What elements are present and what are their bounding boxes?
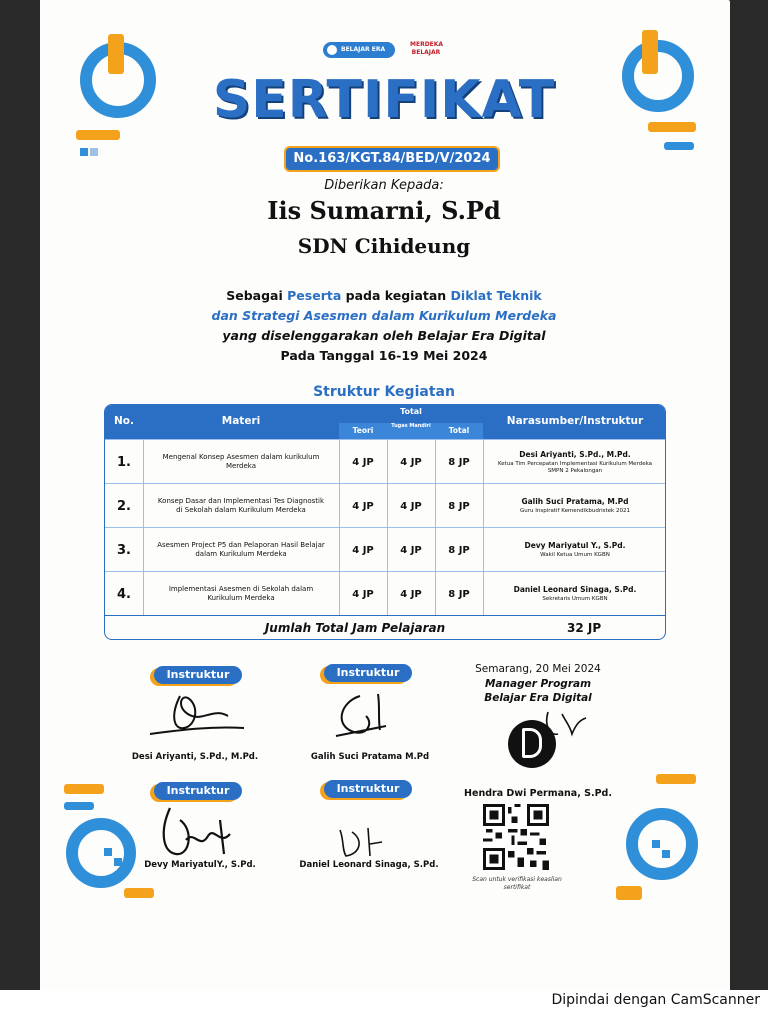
corner-decoration-top-right <box>604 26 700 156</box>
column-divider <box>387 439 388 615</box>
table-header <box>105 405 665 439</box>
verification-qr-code[interactable] <box>483 804 549 870</box>
scan-edge-right <box>728 0 768 990</box>
corner-decoration-top-left <box>76 26 166 156</box>
instructor-badge: Instruktur <box>324 664 412 682</box>
instructor-name: Galih Suci Pratama M.Pd <box>310 752 430 762</box>
event-name-line1: Diklat Teknik <box>450 288 542 303</box>
certificate-description: Sebagai Peserta pada kegiatan Diklat Teknik dan Strategi Asesmen dalam Kurikulum Merdeka yang diselenggarakan oleh Belajar Era Digital Pada Tanggal 16-19 Mei 2024 <box>150 286 618 366</box>
camscanner-footer: Dipindai dengan CamScanner <box>551 992 760 1008</box>
recipient-school: SDN Cihideung <box>297 234 471 258</box>
header-teori: Teori <box>339 423 387 439</box>
header-materi: Materi <box>221 415 261 427</box>
qr-caption: Scan untuk verifikasi keaslian sertifikat <box>472 876 562 891</box>
manager-name: Hendra Dwi Permana, S.Pd. <box>464 788 612 799</box>
corner-decoration-bottom-left <box>64 778 154 902</box>
header-total: Total <box>435 423 483 439</box>
table-row: 2. Konsep Dasar dan Implementasi Tes Diagnostik di Sekolah dalam Kurikulum Merdeka 4 JP 4 JP 8 JP Galih Suci Pratama, M.Pd Guru Inspiratif Kemendikbudristek 2021 <box>105 483 665 527</box>
event-date-line: Pada Tanggal 16-19 Mei 2024 <box>280 348 488 363</box>
signature-desi <box>140 686 250 742</box>
certificate-number: No.163/KGT.84/BED/V/2024 <box>286 148 498 170</box>
header-total-group: Total <box>400 407 422 416</box>
given-to-label: Diberikan Kepada: <box>324 178 444 193</box>
instructor-badge: Instruktur <box>324 780 412 798</box>
table-row: 4. Implementasi Asesmen di Sekolah dalam Kurikulum Merdeka 4 JP 4 JP 8 JP Daniel Leonard Sinaga, S.Pd. Sekretaris Umum KGBN <box>105 571 665 615</box>
column-divider <box>435 439 436 615</box>
instructor-badge: Instruktur <box>154 782 242 800</box>
place-date: Semarang, 20 Mei 2024 <box>475 663 601 675</box>
instructor-name: Devy MariyatulY., S.Pd. <box>144 860 256 870</box>
header-tugas-mandiri: Tugas Mandiri <box>387 423 435 439</box>
corner-decoration-bottom-right <box>616 774 702 904</box>
instructor-name: Desi Ariyanti, S.Pd., M.Pd. <box>131 752 259 762</box>
instructor-badge: Instruktur <box>154 666 242 684</box>
column-divider <box>143 439 144 615</box>
column-divider <box>483 439 484 615</box>
signature-daniel <box>330 820 410 860</box>
scan-edge-left <box>0 0 40 990</box>
column-divider <box>339 439 340 615</box>
manager-title: Manager Program Belajar Era Digital <box>484 678 592 704</box>
total-hours-value: 32 JP <box>567 621 602 635</box>
table-row: 1. Mengenal Konsep Asesmen dalam kurikulum Merdeka 4 JP 4 JP 8 JP Desi Ariyanti, S.Pd., M.Pd. Ketua Tim Percepatan Implementasi Kurikulum Merdeka SMPN 2 Pekalongan <box>105 439 665 483</box>
certificate-title: SERTIFIKAT <box>212 70 556 130</box>
event-name-line2: dan Strategi Asesmen dalam Kurikulum Merdeka <box>211 308 557 323</box>
organizer-line: yang diselenggarakan oleh Belajar Era Digital <box>222 328 546 343</box>
participant-role: Peserta <box>287 288 342 303</box>
total-hours-label: Jumlah Total Jam Pelajaran <box>264 621 446 635</box>
signature-galih <box>326 686 416 742</box>
total-hours-row <box>105 615 665 640</box>
recipient-name: Iis Sumarni, S.Pd <box>267 196 501 225</box>
structure-title: Struktur Kegiatan <box>313 384 455 400</box>
header-narasumber: Narasumber/Instruktur <box>506 415 644 427</box>
merdeka-belajar-logo: MERDEKA BELAJAR <box>410 41 444 56</box>
belajar-era-digital-logo: BELAJAR ERA DIGITAL <box>323 42 395 58</box>
activity-structure-table <box>104 404 666 640</box>
table-row: 3. Asesmen Project P5 dan Pelaporan Hasil Belajar dalam Kurikulum Merdeka 4 JP 4 JP 8 JP Devy Mariyatul Y., S.Pd. Wakil Ketua Umum KGBN <box>105 527 665 571</box>
instructor-name: Daniel Leonard Sinaga, S.Pd. <box>299 860 439 870</box>
signature-hendra <box>540 706 590 746</box>
header-no: No. <box>114 415 134 427</box>
signature-devy <box>150 800 250 860</box>
